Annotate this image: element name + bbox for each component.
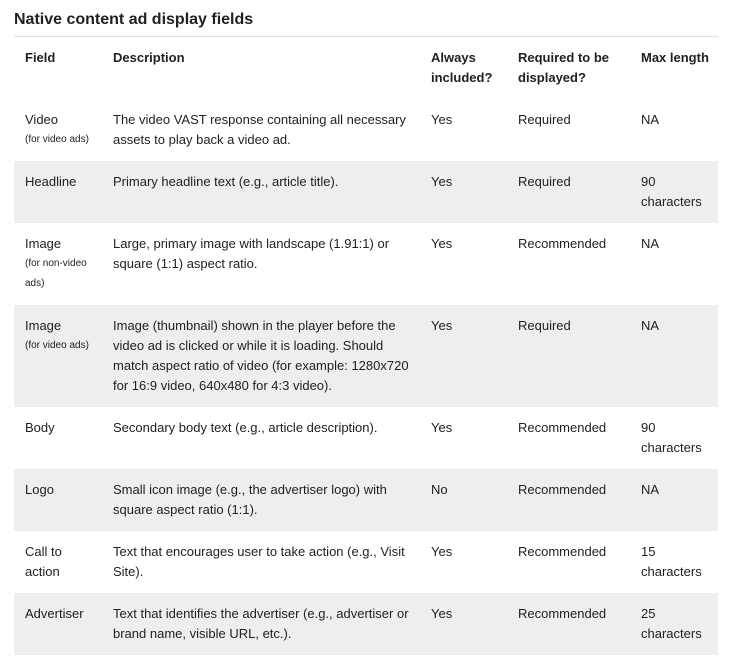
cell-max-length: NA	[641, 112, 660, 127]
cell-max-length: 90 characters	[641, 174, 702, 209]
table-row	[14, 593, 718, 655]
cell-required: Recommended	[518, 236, 607, 251]
field-note: (for video ads)	[25, 134, 89, 145]
table-row	[14, 305, 718, 407]
table-row	[14, 469, 718, 531]
table-header-row	[14, 37, 718, 100]
fields-table	[14, 36, 718, 655]
cell-required: Recommended	[518, 482, 607, 497]
cell-max-length: 25 characters	[641, 606, 702, 641]
cell-max-length: NA	[641, 236, 660, 251]
table-row	[14, 223, 718, 305]
cell-always-included: No	[431, 482, 448, 497]
cell-description: Text that identifies the advertiser (e.g., advertiser or brand name, visible URL, etc.).	[113, 606, 409, 641]
cell-field	[14, 305, 102, 407]
field-name: Call to action	[25, 544, 62, 579]
field-note: (for video ads)	[25, 340, 89, 351]
page-title: Native content ad display fields	[14, 11, 254, 28]
field-note: (for non-video ads)	[25, 258, 87, 289]
cell-always-included: Yes	[431, 112, 453, 127]
table-row	[14, 99, 718, 161]
cell-always-included: Yes	[431, 318, 453, 333]
field-name: Body	[25, 420, 55, 435]
table-row	[14, 407, 718, 469]
cell-always-included: Yes	[431, 236, 453, 251]
cell-required: Required	[518, 318, 571, 333]
cell-required: Recommended	[518, 420, 607, 435]
field-name: Logo	[25, 482, 54, 497]
cell-field	[14, 99, 102, 161]
cell-description: Primary headline text (e.g., article title).	[113, 174, 339, 189]
header-required: Required to be displayed?	[518, 50, 610, 85]
cell-always-included: Yes	[431, 174, 453, 189]
cell-description: Secondary body text (e.g., article description).	[113, 420, 378, 435]
cell-always-included: Yes	[431, 420, 453, 435]
cell-max-length: NA	[641, 482, 660, 497]
cell-max-length: NA	[641, 318, 660, 333]
field-name: Image	[25, 236, 62, 251]
cell-max-length: 15 characters	[641, 544, 702, 579]
cell-always-included: Yes	[431, 606, 453, 621]
table-body	[14, 99, 718, 655]
cell-field	[14, 223, 102, 305]
fields-table-container	[14, 36, 718, 655]
cell-required: Recommended	[518, 606, 607, 621]
cell-always-included: Yes	[431, 544, 453, 559]
cell-required: Required	[518, 112, 571, 127]
cell-description: Small icon image (e.g., the advertiser logo) with square aspect ratio (1:1).	[113, 482, 387, 517]
cell-max-length: 90 characters	[641, 420, 702, 455]
cell-description: The video VAST response containing all necessary assets to play back a video ad.	[113, 112, 406, 147]
header-description: Description	[113, 50, 185, 65]
header-max-length: Max length	[641, 50, 709, 65]
table-row	[14, 161, 718, 223]
cell-field	[14, 469, 102, 531]
cell-field	[14, 407, 102, 469]
cell-field	[14, 531, 102, 593]
field-name: Image	[25, 318, 62, 333]
cell-description: Text that encourages user to take action (e.g., Visit Site).	[113, 544, 405, 579]
cell-description: Large, primary image with landscape (1.91:1) or square (1:1) aspect ratio.	[113, 236, 390, 271]
cell-description: Image (thumbnail) shown in the player before the video ad is clicked or while it is loading. Should match aspect ratio of video (for example: 1280x720 for 16:9 video, 640x480 for 4:3 video).	[113, 318, 409, 393]
field-name: Video	[25, 112, 59, 127]
cell-field	[14, 161, 102, 223]
header-field: Field	[25, 50, 56, 65]
field-name: Advertiser	[25, 606, 84, 621]
cell-required: Recommended	[518, 544, 607, 559]
cell-required: Required	[518, 174, 571, 189]
header-always-included: Always included?	[431, 50, 493, 85]
cell-field	[14, 593, 102, 655]
field-name: Headline	[25, 174, 77, 189]
table-row	[14, 531, 718, 593]
